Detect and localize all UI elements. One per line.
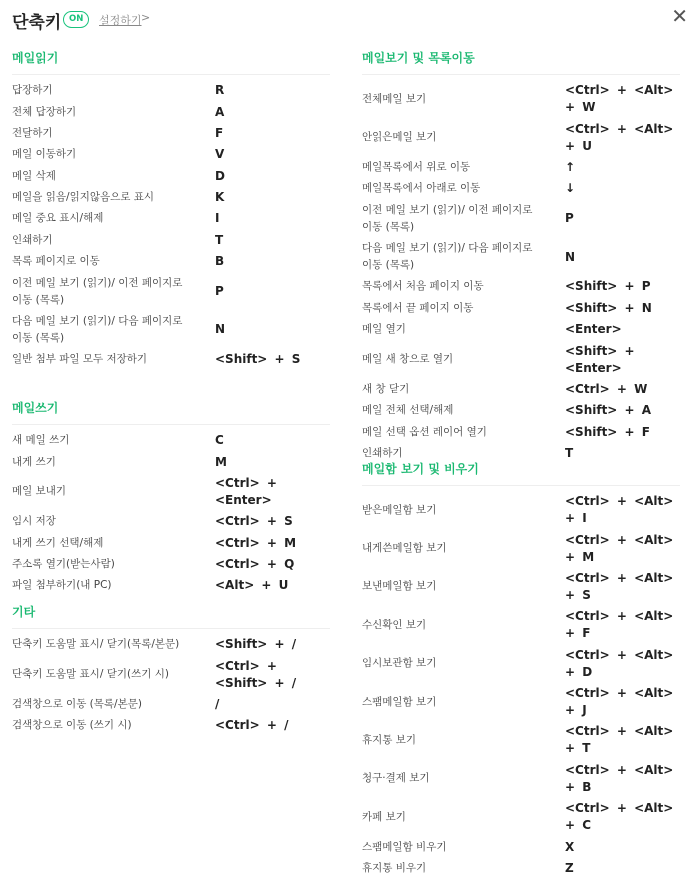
shortcut-label: 카페 보기 [362, 810, 406, 823]
shortcut-row [362, 238, 680, 276]
shortcut-key: <Ctrl> + <Alt> + T [565, 724, 674, 756]
shortcut-label: 목록에서 처음 페이지 이동 [362, 280, 484, 293]
shortcut-label: 다음 메일 보기 (읽기)/ 다음 페이지로 이동 (목록) [12, 314, 183, 344]
shortcut-row [12, 144, 330, 165]
page-title: 단축키 [12, 13, 62, 33]
shortcut-row [12, 451, 330, 472]
shortcut-key: N [215, 322, 226, 337]
shortcut-label: 스팸메일함 보기 [362, 695, 437, 708]
shortcut-label: 내게 쓰기 선택/해제 [12, 536, 104, 549]
section-title: 기타 [12, 604, 330, 629]
shortcut-row [12, 349, 330, 370]
shortcut-label: 목록 페이지로 이동 [12, 255, 100, 268]
shortcut-row [12, 575, 330, 596]
shortcut-row [362, 200, 680, 238]
shortcut-label: 인쇄하기 [12, 233, 53, 246]
shortcut-row [362, 606, 680, 644]
shortcut-key: <Shift> + S [215, 352, 301, 367]
section-title: 메일쓰기 [12, 400, 330, 425]
shortcut-label: 스팸메일함 비우기 [362, 840, 447, 853]
shortcut-label: 메일목록에서 위로 이동 [362, 160, 471, 173]
shortcut-row [12, 230, 330, 251]
shortcut-row [12, 272, 330, 310]
shortcut-label: 내게쓴메일함 보기 [362, 542, 447, 555]
shortcut-row [362, 721, 680, 759]
shortcut-key: I [215, 211, 220, 226]
shortcut-row [362, 276, 680, 297]
shortcut-key: T [565, 446, 574, 461]
shortcut-label: 메일 삭제 [12, 169, 56, 182]
shortcut-key: B [215, 254, 225, 269]
shortcut-row [12, 208, 330, 229]
shortcut-label: 휴지통 보기 [362, 733, 417, 746]
shortcut-key: <Shift> + P [565, 279, 651, 294]
shortcut-row [362, 858, 680, 879]
shortcut-label: 메일 새 창으로 열기 [362, 353, 454, 366]
shortcut-row [362, 683, 680, 721]
shortcut-row [362, 836, 680, 857]
shortcut-row [12, 511, 330, 532]
shortcut-key: <Shift> + <Enter> [565, 343, 635, 375]
shortcut-row [12, 694, 330, 715]
shortcut-key: <Ctrl> + S [215, 514, 293, 529]
section-title: 메일읽기 [12, 50, 330, 75]
shortcut-row [362, 319, 680, 340]
shortcut-label: 임시보관함 보기 [362, 657, 437, 670]
shortcut-key: T [215, 232, 224, 247]
shortcut-row [362, 798, 680, 836]
shortcut-key: <Enter> [565, 322, 622, 337]
shortcut-row [12, 101, 330, 122]
shortcut-row [12, 166, 330, 187]
shortcut-key: / [215, 696, 220, 711]
shortcut-label: 주소록 열기(받는사람) [12, 558, 115, 571]
shortcut-on-badge[interactable]: ON [63, 11, 89, 28]
shortcut-label: 일반 첨부 파일 모두 저장하기 [12, 353, 148, 366]
shortcut-row [12, 311, 330, 349]
shortcut-label: 보낸메일함 보기 [362, 580, 437, 593]
shortcut-key: <Ctrl> + <Alt> + W [565, 83, 674, 115]
shortcut-key: <Ctrl> + W [565, 381, 648, 396]
shortcut-label: 수신확인 보기 [362, 618, 427, 631]
shortcut-label: 메일 중요 표시/해제 [12, 212, 104, 225]
shortcut-label: 임시 저장 [12, 515, 56, 528]
shortcut-key: <Ctrl> + <Alt> + J [565, 686, 674, 718]
shortcut-key: <Ctrl> + <Shift> + / [215, 658, 297, 690]
shortcut-row [362, 118, 680, 156]
shortcut-label: 메일 보내기 [12, 485, 67, 498]
shortcut-label: 이전 메일 보기 (읽기)/ 이전 페이지로 이동 (목록) [362, 203, 533, 233]
shortcut-row [362, 529, 680, 567]
shortcut-label: 인쇄하기 [362, 447, 403, 460]
shortcut-label: 새 창 닫기 [362, 382, 410, 395]
shortcut-label: 전달하기 [12, 126, 53, 139]
shortcut-label: 검색창으로 이동 (쓰기 시) [12, 719, 132, 732]
section-mail-write [12, 400, 330, 597]
shortcut-row [12, 655, 330, 693]
shortcut-row [362, 80, 680, 118]
shortcut-label: 전체메일 보기 [362, 92, 427, 105]
shortcut-label: 받은메일함 보기 [362, 503, 437, 516]
shortcut-key: P [565, 211, 574, 226]
shortcut-row [362, 491, 680, 529]
shortcut-label: 파일 첨부하기(내 PC) [12, 579, 112, 592]
shortcut-row [12, 430, 330, 451]
shortcut-key: <Ctrl> + <Alt> + C [565, 801, 674, 833]
close-icon[interactable]: ✕ [671, 4, 688, 28]
shortcut-row [362, 645, 680, 683]
shortcut-key: K [215, 190, 225, 205]
shortcut-label: 메일목록에서 아래로 이동 [362, 182, 481, 195]
shortcut-label: 메일 전체 선택/해제 [362, 404, 454, 417]
shortcut-key: <Ctrl> + Q [215, 557, 295, 572]
shortcut-key: Z [565, 860, 574, 875]
shortcut-row [362, 422, 680, 443]
shortcut-label: 목록에서 끝 페이지 이동 [362, 301, 474, 314]
shortcut-row [12, 187, 330, 208]
shortcut-row [12, 80, 330, 101]
chevron-right-icon: > [141, 11, 151, 24]
shortcut-key: <Ctrl> + M [215, 535, 297, 550]
shortcut-key: R [215, 83, 225, 98]
shortcut-row [362, 298, 680, 319]
shortcut-row [12, 634, 330, 655]
shortcut-key: <Ctrl> + <Alt> + I [565, 494, 674, 526]
shortcut-key: <Ctrl> + <Alt> + F [565, 609, 674, 641]
shortcut-key: X [565, 839, 575, 854]
shortcut-key: <Ctrl> + <Alt> + D [565, 647, 674, 679]
section-mailbox-view-empty [362, 461, 680, 879]
shortcut-label: 메일 선택 옵션 레이어 열기 [362, 425, 487, 438]
shortcut-label: 전체 답장하기 [12, 105, 77, 118]
shortcut-key: ↓ [565, 181, 576, 196]
shortcut-label: 휴지통 비우기 [362, 861, 427, 874]
shortcut-key: <Shift> + / [215, 637, 297, 652]
shortcut-key: N [565, 249, 576, 264]
shortcut-row [362, 340, 680, 378]
shortcut-key: P [215, 284, 224, 299]
shortcut-key: C [215, 433, 224, 448]
shortcut-row [362, 379, 680, 400]
shortcut-label: 다음 메일 보기 (읽기)/ 다음 페이지로 이동 (목록) [362, 242, 533, 272]
shortcut-row [12, 533, 330, 554]
section-etc [12, 604, 330, 737]
shortcut-key: M [215, 454, 227, 469]
shortcut-label: 메일을 읽음/읽지않음으로 표시 [12, 191, 155, 204]
shortcut-label: 이전 메일 보기 (읽기)/ 이전 페이지로 이동 (목록) [12, 276, 183, 306]
section-mail-view-navigation [362, 50, 680, 464]
shortcut-label: 답장하기 [12, 84, 53, 97]
shortcut-key: <Ctrl> + <Enter> [215, 475, 277, 507]
shortcut-label: 새 메일 쓰기 [12, 434, 70, 447]
shortcut-key: D [215, 168, 225, 183]
shortcut-key: <Ctrl> + <Alt> + B [565, 762, 674, 794]
section-title: 메일함 보기 및 비우기 [362, 461, 680, 486]
shortcut-key: <Ctrl> + <Alt> + S [565, 570, 674, 602]
shortcut-row [362, 157, 680, 178]
shortcut-label: 검색창으로 이동 (목록/본문) [12, 697, 142, 710]
shortcut-label: 단축키 도움말 표시/ 닫기(목록/본문) [12, 638, 180, 651]
shortcut-row [362, 178, 680, 199]
section-title: 메일보기 및 목록이동 [362, 50, 680, 75]
shortcut-key: <Ctrl> + / [215, 718, 289, 733]
shortcut-row [12, 123, 330, 144]
shortcut-key: <Shift> + A [565, 403, 652, 418]
shortcut-label: 메일 이동하기 [12, 148, 77, 161]
shortcut-row [12, 715, 330, 736]
shortcut-key: <Shift> + F [565, 424, 650, 439]
shortcut-label: 내게 쓰기 [12, 455, 56, 468]
shortcut-key: F [215, 125, 224, 140]
shortcut-label: 단축키 도움말 표시/ 닫기(쓰기 시) [12, 668, 169, 681]
shortcut-key: A [215, 104, 225, 119]
shortcut-row [362, 568, 680, 606]
section-mail-read [12, 50, 330, 371]
shortcut-label: 메일 열기 [362, 323, 406, 336]
shortcut-label: 안읽은메일 보기 [362, 131, 437, 144]
shortcut-key: <Ctrl> + <Alt> + M [565, 532, 674, 564]
shortcut-row [12, 251, 330, 272]
settings-link[interactable]: 설정하기 [99, 14, 142, 27]
shortcut-row [12, 473, 330, 511]
shortcut-key: <Ctrl> + <Alt> + U [565, 121, 674, 153]
shortcut-label: 청구·결제 보기 [362, 772, 430, 785]
shortcut-key: ↑ [565, 159, 576, 174]
shortcut-row [362, 760, 680, 798]
shortcut-key: <Shift> + N [565, 300, 652, 315]
shortcut-row [12, 554, 330, 575]
shortcut-key: <Alt> + U [215, 578, 289, 593]
shortcut-row [362, 400, 680, 421]
shortcut-key: V [215, 147, 225, 162]
